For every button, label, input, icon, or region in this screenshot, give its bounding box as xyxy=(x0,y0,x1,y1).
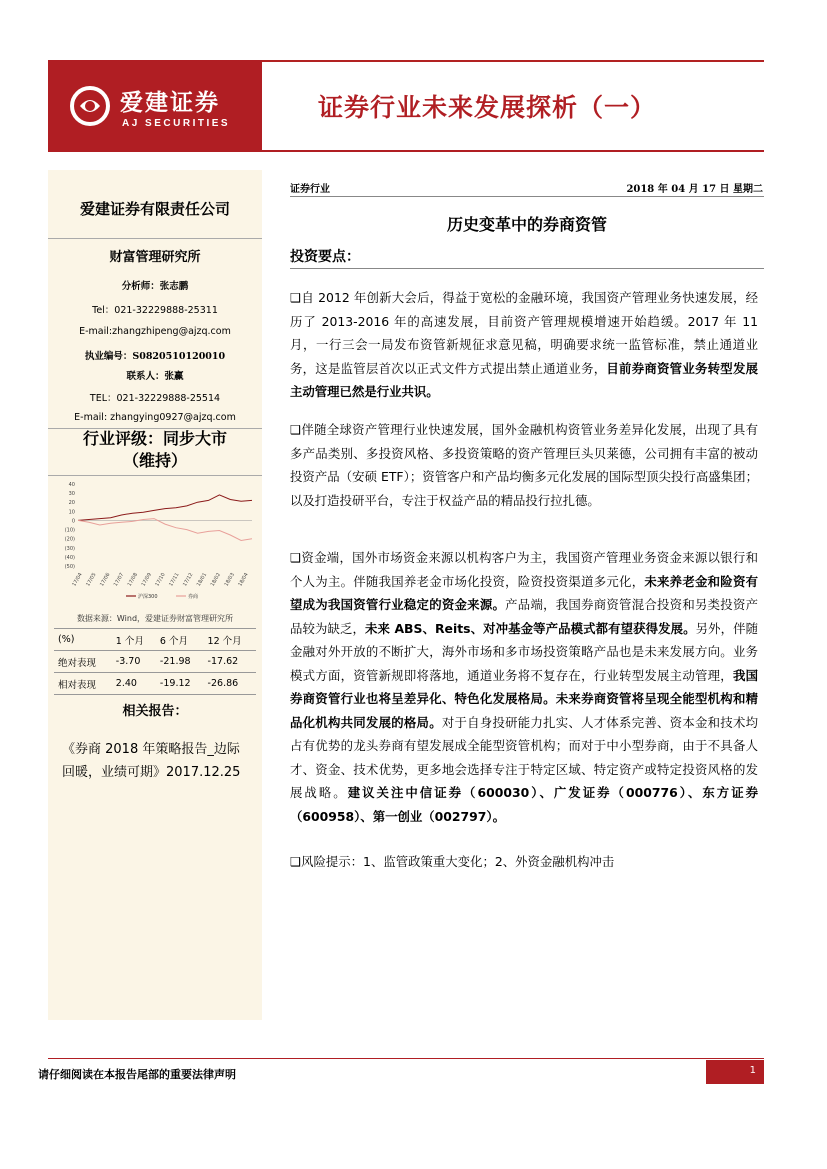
y-tick-label: (40) xyxy=(64,554,75,561)
paragraph-text: 伴随全球资产管理行业快速发展，国外金融机构资管业务差异化发展，出现了具有多产品类别、多投资风格、多投资策略的资产管理巨头贝莱德，公司拥有丰富的被动投资产品（安硕 ETF）；资管客户和产品均衡多元化发展的国际型顶尖投行高盛集团；以及打造投研平台，专注于权益产品的精品投行拉扎德。 xyxy=(290,422,758,508)
analyst-name: 分析师：张志鹏 xyxy=(121,281,189,292)
paragraph-text: 自 2012 年创新大会后，得益于宽松的金融环境，我国资产管理业务快速发展，经历了 2013-2016 年的高速发展，目前资产管理规模增速开始趋缓。2017 年 11 月，一行三会一局发布资管新规征求意见稿，明确要求统一监管标准，禁止通道业务，这是监管层首次以正式文件方式提出禁止通道业务， xyxy=(290,290,758,376)
table-header-cell: 6 个月 xyxy=(159,635,188,647)
table-cell: -26.86 xyxy=(207,678,239,689)
company-name: 爱建证券有限责任公司 xyxy=(79,200,230,218)
paragraph-text: 风险提示：1、监管政策重大变化；2、外资金融机构冲击 xyxy=(301,854,615,869)
paragraph-text: 资金端，国外市场资金来源以机构客户为主，我国资产管理业务资金来源以银行和个人为主。伴随我国养老金市场化投资，险资投资渠道多元化， xyxy=(290,550,758,589)
x-tick-label: 17/11 xyxy=(168,572,181,588)
divider xyxy=(290,196,764,197)
y-tick-label: (30) xyxy=(64,545,75,552)
logo-name-en: AJ SECURITIES xyxy=(122,118,231,129)
table-cell: -19.12 xyxy=(159,678,191,689)
license-number: 执业编号：S0820510120010 xyxy=(84,351,226,362)
paragraph-emphasis: 目前券商资管业务转型发展主动管理已然是行业共识。 xyxy=(290,360,759,399)
y-tick-label: 20 xyxy=(68,500,75,507)
report-date: 2018 年 04 月 17 日 星期二 xyxy=(626,184,763,195)
x-tick-label: 17/04 xyxy=(71,572,84,588)
y-tick-label: 0 xyxy=(71,518,75,525)
table-cell: 绝对表现 xyxy=(58,657,97,669)
header-rule xyxy=(262,150,764,152)
contact-email: E-mail: zhangying0927@ajzq.com xyxy=(74,412,236,423)
paragraph-text: 对于自身投研能力扎实、人才体系完善、资本金和技术均占有优势的龙头券商有望发展成全能型资管机构；而对于中小型券商，由于不具备人才、资金、技术优势，更多地会选择专注于特定区域、特定资产或特定投资风格的发展战略。 xyxy=(290,714,759,800)
paragraph-emphasis: 建议关注中信证券（600030）、广发证券（000776）、东方证券（600958）、第一创业（002797）。 xyxy=(290,785,759,824)
checkbox-bullet-icon: ❑ xyxy=(290,854,302,869)
y-tick-label: 10 xyxy=(68,509,75,516)
paragraph-emphasis: 未来 ABS、Reits、对冲基金等产品模式都有望获得发展。 xyxy=(365,620,696,636)
footer-rule xyxy=(48,1058,764,1059)
brand-logo-icon xyxy=(70,86,110,126)
table-header-cell: 1 个月 xyxy=(115,635,144,647)
paragraph-text: 另外，伴随金融对外开放的不断扩大，海外市场和多市场投资策略产品也是未来发展方向。业务模式方面，资管新规即将落地，通道业务将不复存在，行业转型发展主动管理， xyxy=(290,620,759,683)
industry-rating xyxy=(48,428,262,472)
table-cell: -17.62 xyxy=(207,656,239,667)
logo xyxy=(48,60,262,152)
checkbox-bullet-icon: ❑ xyxy=(290,422,302,437)
table-cell: -21.98 xyxy=(159,656,191,667)
section-title: 投资要点： xyxy=(290,249,360,265)
table-header-cell: 12 个月 xyxy=(207,635,242,647)
x-tick-label: 17/10 xyxy=(154,572,167,588)
x-tick-label: 18/04 xyxy=(237,572,250,588)
legal-notice[interactable]: 请仔细阅读在本报告尾部的重要法律声明 xyxy=(38,1068,236,1081)
paragraph-text: 产品端，我国券商资管混合投资和另类投资产品较为缺乏， xyxy=(290,597,759,636)
y-tick-label: 30 xyxy=(68,491,75,498)
analyst-email: E-mail:zhangzhipeng@ajzq.com xyxy=(79,326,231,337)
y-tick-label: (20) xyxy=(64,536,75,543)
rating-status: （维持） xyxy=(122,451,187,470)
x-tick-label: 18/03 xyxy=(223,572,236,588)
performance-chart xyxy=(56,478,256,608)
table-cell: 2.40 xyxy=(115,678,137,689)
page-number: 1 xyxy=(706,1060,764,1084)
legend-label: 券商 xyxy=(188,594,199,600)
x-tick-label: 17/05 xyxy=(85,572,98,588)
logo-name-cn: 爱建证券 xyxy=(120,89,220,116)
table-header-cell: (%) xyxy=(58,634,75,645)
x-tick-label: 18/02 xyxy=(209,572,223,588)
legend-label: 沪深300 xyxy=(138,594,158,600)
y-tick-label: (10) xyxy=(64,527,75,534)
paragraph xyxy=(290,546,758,828)
table-row xyxy=(54,651,256,673)
paragraph xyxy=(290,850,758,874)
x-tick-label: 18/01 xyxy=(195,572,209,588)
contact-tel: TEL：021-32229888-25514 xyxy=(89,393,221,404)
performance-table xyxy=(54,628,256,695)
x-tick-label: 17/07 xyxy=(112,572,126,588)
analyst-tel: Tel：021-32229888-25311 xyxy=(92,305,218,316)
table-cell: -3.70 xyxy=(115,656,141,667)
divider xyxy=(48,238,262,239)
series-line-1 xyxy=(78,495,252,521)
paragraph xyxy=(290,286,758,404)
department: 财富管理研究所 xyxy=(109,250,201,265)
checkbox-bullet-icon: ❑ xyxy=(290,290,302,305)
chart-source: 数据来源：Wind，爱建证券财富管理研究所 xyxy=(76,614,234,623)
paragraph-emphasis: 未来养老金和险资有望成为我国资管行业稳定的资金来源。 xyxy=(290,573,759,612)
series-line-2 xyxy=(78,519,252,541)
x-tick-label: 17/08 xyxy=(126,572,140,588)
table-cell: 相对表现 xyxy=(58,679,97,691)
y-tick-label: (50) xyxy=(64,564,75,570)
x-tick-label: 17/06 xyxy=(98,572,112,588)
divider xyxy=(48,475,262,476)
x-tick-label: 17/12 xyxy=(181,572,195,588)
article-title: 历史变革中的券商资管 xyxy=(446,215,607,234)
divider xyxy=(290,268,764,269)
y-tick-label: 40 xyxy=(68,482,75,488)
report-title: 证券行业未来发展探析（一） xyxy=(318,93,657,122)
sidebar xyxy=(48,170,262,1020)
industry-label: 证券行业 xyxy=(290,184,330,195)
rating-line: 行业评级：同步大市 xyxy=(82,429,227,448)
paragraph xyxy=(290,418,758,512)
table-header-row xyxy=(54,629,256,651)
checkbox-bullet-icon: ❑ xyxy=(290,550,302,565)
table-row xyxy=(54,673,256,695)
paragraph-emphasis: 我国券商资管行业也将呈差异化、特色化发展格局。未来券商资管将呈现全能型机构和精品化机构共同发展的格局。 xyxy=(290,667,758,730)
related-report-link[interactable]: 《券商 2018 年策略报告_边际回暖，业绩可期》2017.12.25 xyxy=(62,742,241,780)
related-reports-title: 相关报告： xyxy=(122,704,188,719)
x-tick-label: 17/09 xyxy=(140,572,153,588)
contact-name: 联系人：张赢 xyxy=(126,371,184,382)
